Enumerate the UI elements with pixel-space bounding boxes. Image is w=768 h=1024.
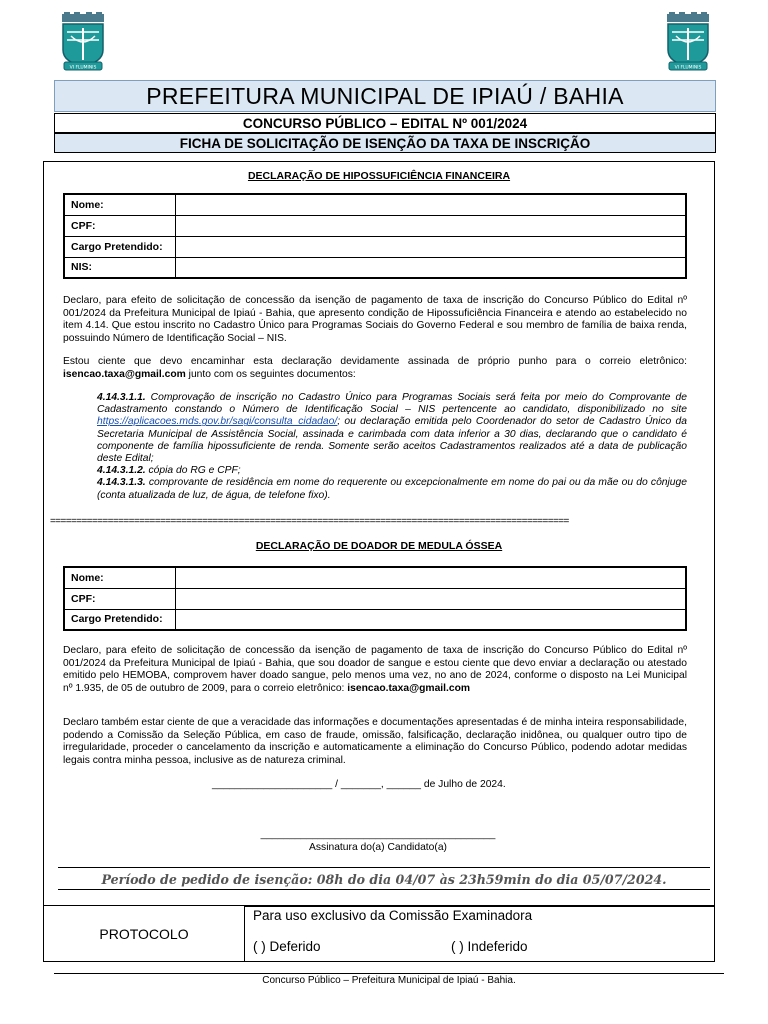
declaration-text: Declaro, para efeito de solicitação de concessão da isenção de pagamento de taxa de inscrição do Concurso Público do Edital nº 001/2024 da Prefeitura Municipal de Ipiaú - Bahia, que sou doador de sangue e estou ciente que devo enviar a declaração ou atestado emitido pelo HEMOBA, comprovem haver doado sangue, pelo menos uma vez, no ano de 2024, conforme o disposto na Lei Municipal nº 1.935, de 05 de outubro de 2009, para o correio eletrônico:	[63, 645, 687, 694]
list-item	[97, 477, 687, 501]
item-number: 4.14.3.1.3.	[97, 477, 146, 489]
field-row-nome	[64, 567, 686, 588]
signature-line[interactable]: _________________________________________	[260, 829, 496, 840]
field-label: Cargo Pretendido:	[64, 236, 175, 257]
field-label: Nome:	[64, 567, 175, 588]
cargo-input[interactable]	[175, 609, 686, 630]
field-row-cargo	[64, 609, 686, 630]
field-row-cargo	[64, 236, 686, 257]
section-medula-title: DECLARAÇÃO DE DOADOR DE MEDULA ÓSSEA	[255, 540, 503, 552]
field-label: Nome:	[64, 194, 175, 215]
nome-input[interactable]	[175, 194, 686, 215]
email-address: isencao.taxa@gmail.com	[63, 368, 186, 380]
commission-box	[244, 906, 715, 962]
edital-subtitle: CONCURSO PÚBLICO – EDITAL Nº 001/2024	[54, 113, 716, 133]
field-label: Cargo Pretendido:	[64, 609, 175, 630]
page-footer: Concurso Público – Prefeitura Municipal de Ipiaú - Bahia.	[262, 975, 516, 986]
page-title: PREFEITURA MUNICIPAL DE IPIAÚ / BAHIA	[146, 82, 624, 109]
field-row-nis	[64, 257, 686, 278]
liability-paragraph: Declaro também estar ciente de que a veracidade das informações e documentações apresentadas é de minha inteira responsabilidade, podendo a Comissão da Seleção Pública, em caso de fraude, omissão, falsificação, declaração inidônea, ou qualquer outro tipo de irregularidade, proceder o cancelamento da inscrição e automaticamente a eliminação do Concurso Público, podendo adotar medidas legais contra minha pessoa, inclusive as de natureza criminal.	[63, 717, 687, 766]
hipossuficiencia-declaration: Declaro, para efeito de solicitação de concessão da isenção de pagamento de taxa de inscrição do Concurso Público do Edital nº 001/2024 da Prefeitura Municipal de Ipiaú - Bahia, que apresento condição de Hipossuficiência Financeira e atendo ao estabelecido no item 4.14. Que estou inscrito no Cadastro Único para Programas Sociais do Governo Federal e sou membro de família de baixa renda, possuindo Número de Identificação Social – NIS.	[63, 295, 687, 344]
field-label: CPF:	[64, 588, 175, 609]
section-separator: ===================================================================================================	[50, 516, 569, 527]
application-period: Período de pedido de isenção: 08h do dia 04/07 às 23h59min do dia 05/07/2024.	[101, 871, 667, 887]
cargo-input[interactable]	[175, 236, 686, 257]
field-label: NIS:	[64, 257, 175, 278]
exclusive-use-label: Para uso exclusivo da Comissão Examinadora	[253, 908, 533, 923]
svg-text:VI FLUMINIS: VI FLUMINIS	[674, 65, 702, 71]
signature-label: Assinatura do(a) Candidato(a)	[309, 842, 447, 853]
municipal-crest-right	[663, 12, 713, 72]
date-line[interactable]: _____________________ / _______, ______ de Julho de 2024.	[212, 779, 506, 790]
item-text: comprovante de residência em nome do requerente ou excepcionalmente em nome do pai ou da mãe ou do cônjuge (conta atualizada de luz, de água, de telefone fixo).	[97, 477, 687, 501]
document-list	[97, 392, 687, 502]
page-title-band	[54, 80, 716, 112]
cpf-input[interactable]	[175, 215, 686, 236]
medula-declaration	[63, 645, 687, 695]
cadastro-link[interactable]: https://aplicacoes.mds.gov.br/sagi/consulta_cidadao/	[97, 416, 338, 428]
email-address: isencao.taxa@gmail.com	[347, 682, 471, 694]
form-title: FICHA DE SOLICITAÇÃO DE ISENÇÃO DA TAXA DE INSCRIÇÃO	[54, 133, 716, 153]
period-bottom-rule	[58, 889, 710, 890]
nome-input[interactable]	[175, 567, 686, 588]
svg-text:VI FLUMINIS: VI FLUMINIS	[69, 65, 97, 71]
cpf-input[interactable]	[175, 588, 686, 609]
municipal-crest-left	[58, 12, 108, 72]
field-row-nome	[64, 194, 686, 215]
protocol-label: PROTOCOLO	[99, 925, 189, 942]
field-row-cpf	[64, 215, 686, 236]
indeferido-checkbox[interactable]: ( ) Indeferido	[451, 939, 528, 954]
list-item	[97, 392, 687, 465]
deferido-checkbox[interactable]: ( ) Deferido	[253, 939, 321, 954]
list-item	[97, 465, 687, 477]
item-text: ; ou declaração emitida pelo Coordenador do setor de Cadastro Único da Secretaria Municipal de Assistência Social, assinada e carimbada com data inferior a 30 dias, declarando que o candidato é componente de família hipossuficiente de renda. Somente serão aceitos Cadastramentos realizados até a data de publicação deste Edital;	[97, 416, 687, 465]
aware-suffix: junto com os seguintes documentos:	[185, 368, 356, 380]
nis-input[interactable]	[175, 257, 686, 278]
medula-fields	[63, 566, 687, 631]
item-text: Comprovação de inscrição no Cadastro Único para Programas Sociais será feita por meio do Comprovante de Cadastramento constando o Número de Identificação Social – NIS pertencente ao candidato, disponibilizado no site	[97, 392, 687, 416]
item-number: 4.14.3.1.2.	[97, 465, 146, 477]
field-row-cpf	[64, 588, 686, 609]
field-label: CPF:	[64, 215, 175, 236]
hipossuficiencia-fields	[63, 193, 687, 279]
item-number: 4.14.3.1.1.	[97, 392, 146, 403]
aware-text: Estou ciente que devo encaminhar esta declaração devidamente assinada de próprio punho para o correio eletrônico:	[63, 356, 687, 367]
footer-rule	[54, 973, 724, 974]
section-hipossuficiencia-title: DECLARAÇÃO DE HIPOSSUFICIÊNCIA FINANCEIRA	[247, 170, 511, 182]
item-text: cópia do RG e CPF;	[145, 465, 241, 477]
aware-paragraph	[63, 356, 687, 381]
